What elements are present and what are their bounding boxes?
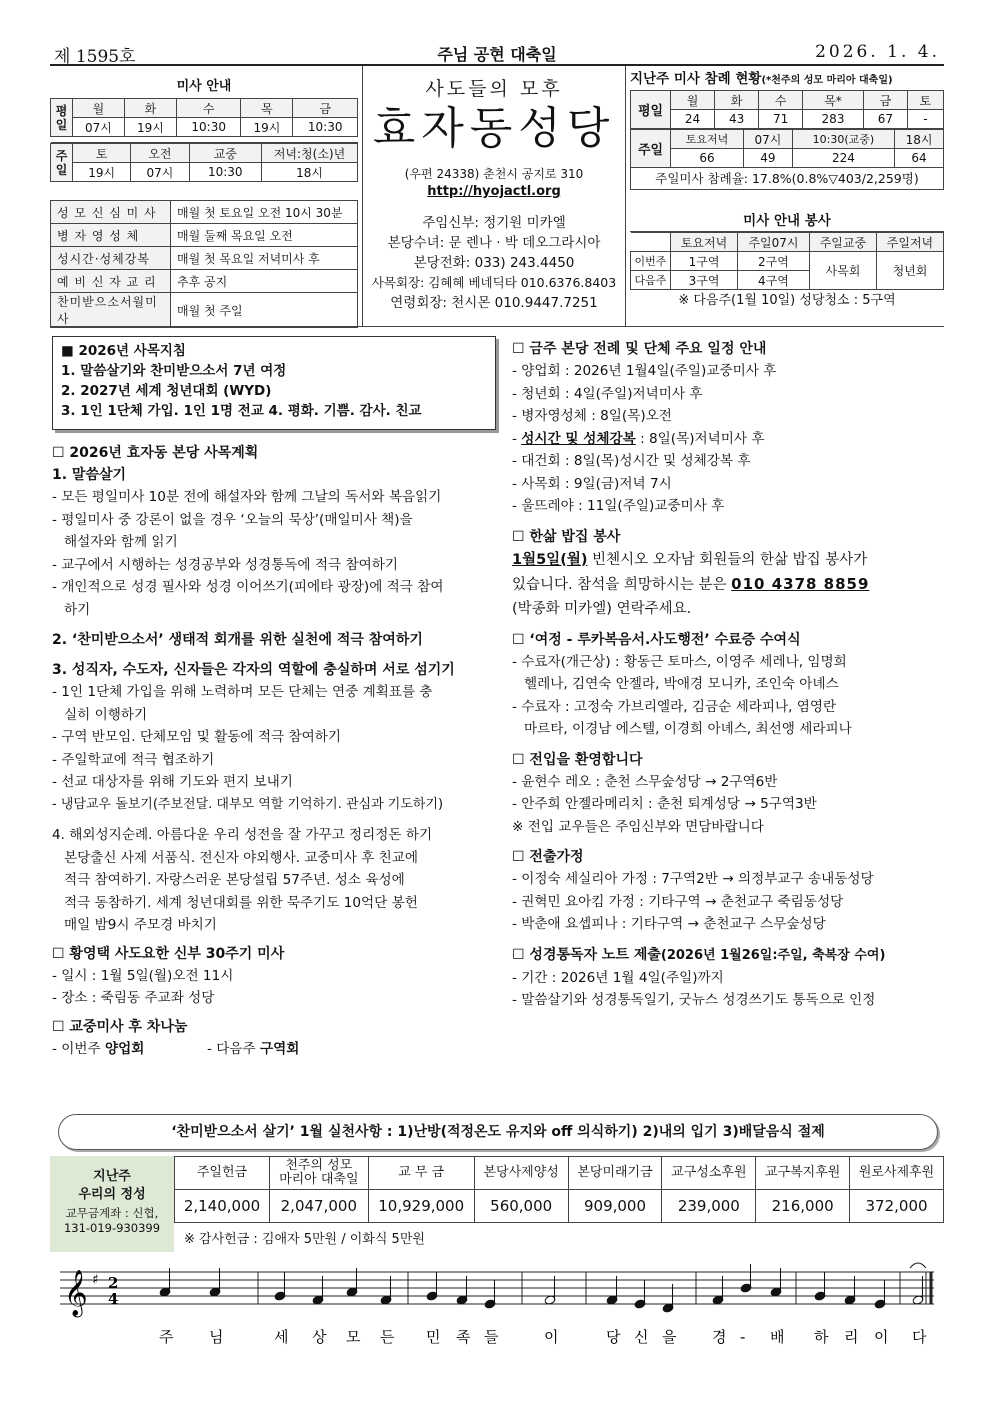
mass-time-table bbox=[50, 98, 358, 143]
weekly-item: - 양업회 : 2026년 1월4일(주일)교중미사 후 bbox=[512, 363, 777, 379]
lyric-syllable: 이 bbox=[874, 1328, 889, 1346]
sunday-mass-table bbox=[50, 143, 358, 182]
day-cell: 교중 bbox=[189, 144, 261, 163]
lyric-syllable: - bbox=[740, 1328, 746, 1346]
music-staff bbox=[50, 1262, 944, 1352]
moveout-item: - 이정숙 세실리아 가정 : 7구역2반 → 의정부교구 송내동성당 bbox=[512, 871, 874, 887]
staff-line: 본당전화: 033) 243.4450 bbox=[413, 255, 575, 271]
offering-value: 560,000 bbox=[474, 1190, 568, 1223]
info-key: 찬미받으소서월미사 bbox=[51, 293, 171, 328]
count-cell: - bbox=[907, 110, 943, 129]
moveout-item: - 권혁민 요아킴 가정 : 기타구역 → 춘천교구 죽림동성당 bbox=[512, 893, 844, 910]
info-value: 추후 공지 bbox=[171, 270, 358, 293]
service-cell: 1구역 bbox=[671, 252, 738, 271]
issue-number: 제 1595호 bbox=[54, 47, 136, 67]
sharp-icon: ♯ bbox=[92, 1272, 99, 1288]
service-header: 토요저녁 bbox=[671, 233, 738, 252]
offering-header: 본당사제양성 bbox=[474, 1157, 568, 1190]
service-header: 주일저녁 bbox=[876, 233, 943, 252]
info-key: 성시간·성체강복 bbox=[51, 247, 171, 270]
time-cell: 19시 bbox=[241, 118, 293, 137]
slot-cell: 18시 bbox=[895, 130, 944, 149]
lyric-syllable: 리 bbox=[844, 1328, 859, 1346]
parish-url-link[interactable]: http://hyojactl.org bbox=[427, 184, 561, 199]
plan-section: 3. 성직자, 수도자, 신자들은 각자의 역할에 충실하며 서로 섬기기 bbox=[52, 662, 455, 678]
day-cell: 월 bbox=[671, 91, 715, 110]
welcome-item: - 윤현수 레오 : 춘천 스무숲성당 → 2구역6반 bbox=[512, 773, 778, 790]
sunday-attendance-table bbox=[630, 129, 944, 168]
lyric-syllable: 주 bbox=[159, 1328, 174, 1346]
service-header: 주일07시 bbox=[738, 233, 810, 252]
this-week-label: 이번주 bbox=[631, 252, 671, 271]
service-cell: 2구역 bbox=[738, 252, 810, 271]
time-cell: 18시 bbox=[262, 163, 358, 182]
anniversary-mass-title: ☐ 황영택 사도요한 신부 30주기 미사 bbox=[52, 945, 285, 962]
bible-item: - 기간 : 2026년 1월 4일(주일)까지 bbox=[512, 969, 724, 986]
time-cell: 10:30 bbox=[176, 118, 241, 137]
weekly-item: - 대건회 : 8일(목)성시간 및 성체강복 후 bbox=[512, 453, 751, 469]
count-cell: 49 bbox=[743, 149, 792, 168]
slot-cell: 토요저녁 bbox=[671, 130, 744, 149]
service-table bbox=[630, 232, 944, 290]
day-cell: 수 bbox=[176, 99, 241, 118]
info-value: 매월 첫 목요일 저녁미사 후 bbox=[171, 247, 358, 270]
day-cell: 목* bbox=[803, 91, 864, 110]
time-cell: 10:30 bbox=[189, 163, 261, 182]
plan-item: 해설자와 함께 읽기 bbox=[64, 534, 178, 550]
journey-item: - 수료자 : 고정숙 가브리엘라, 김금순 세라피나, 염영란 bbox=[512, 698, 837, 715]
journey-item: 헬레나, 김연숙 안젤라, 박애경 모니카, 조인숙 아녜스 bbox=[524, 676, 839, 692]
schedule-info bbox=[50, 200, 358, 328]
lyric-syllable: 상 bbox=[312, 1328, 327, 1346]
journey-item: - 수료자(개근상) : 황동근 토마스, 이영주 세레나, 임명희 bbox=[512, 653, 847, 670]
offering-value: 372,000 bbox=[850, 1190, 944, 1223]
service-title: 미사 안내 봉사 bbox=[630, 210, 944, 232]
service-cell: 3구역 bbox=[671, 271, 738, 290]
day-cell: 금 bbox=[293, 99, 358, 118]
plan-item: 적극 참여하기. 자랑스러운 본당설립 57주년. 성소 육성에 bbox=[64, 872, 405, 888]
info-key: 성 모 신 심 미 사 bbox=[51, 201, 171, 224]
welcome-item: ※ 전입 교우들은 주임신부와 면담바랍니다 bbox=[512, 818, 764, 835]
count-cell: 64 bbox=[895, 149, 944, 168]
staff-list bbox=[363, 213, 625, 313]
lyric-syllable: 신 bbox=[634, 1328, 649, 1346]
bible-item: - 말씀살기와 성경통독일기, 굿뉴스 성경쓰기도 통독으로 인정 bbox=[512, 992, 876, 1008]
meal-text: 1월5일(월) 빈첸시오 오자남 회원들의 한삶 밥집 봉사가 bbox=[512, 551, 868, 568]
plan-item: - 선교 대상자를 위해 기도와 편지 보내기 bbox=[52, 774, 293, 790]
weekly-item: - 청년회 : 4일(주일)저녁미사 후 bbox=[512, 385, 703, 402]
bulletin-date: 2026. 1. 4. bbox=[815, 42, 940, 62]
time-signature-top: 2 bbox=[108, 1274, 119, 1292]
attendance-rate: 주일미사 참례율: 17.8%(0.8%▽403/2,259명) bbox=[630, 168, 944, 190]
anniversary-mass-item: - 장소 : 죽림동 주교좌 성당 bbox=[52, 990, 215, 1006]
offering-side bbox=[50, 1156, 174, 1252]
tea-line: - 이번주 양업회 - 다음주 구역회 bbox=[52, 1040, 300, 1057]
plan-section: 1. 말씀살기 bbox=[52, 467, 127, 483]
plan-item: 적극 동참하기. 세계 청년대회를 위한 묵주기도 10억단 봉헌 bbox=[64, 894, 418, 911]
bible-title: ☐ 성경통독자 노트 제출(2026년 1월26일:주일, 축복장 수여) bbox=[512, 946, 886, 963]
lyric-syllable: 배 bbox=[770, 1328, 785, 1346]
slot-cell: 07시 bbox=[743, 130, 792, 149]
count-cell: 67 bbox=[863, 110, 907, 129]
fermata-icon bbox=[910, 1263, 926, 1268]
day-cell: 월 bbox=[73, 99, 125, 118]
offering-header: 교구성소후원 bbox=[662, 1157, 756, 1190]
sunday-label: 주일 bbox=[631, 130, 671, 168]
journey-item: 마르타, 이경남 에스텔, 이경희 아녜스, 최선앵 세라피나 bbox=[524, 721, 852, 737]
offering-header: 본당미래기금 bbox=[568, 1157, 662, 1190]
meal-title: ☐ 한삶 밥집 봉사 bbox=[512, 528, 621, 545]
right-column bbox=[512, 338, 942, 1012]
time-cell: 07시 bbox=[131, 163, 189, 182]
info-key: 예 비 신 자 교 리 bbox=[51, 270, 171, 293]
time-cell: 19시 bbox=[73, 163, 131, 182]
info-value: 매월 첫 토요일 오전 10시 30분 bbox=[171, 201, 358, 224]
plan-title: ☐ 2026년 효자동 본당 사목계획 bbox=[52, 445, 259, 461]
policy-item: 1. 말씀살기와 찬미받으소서 7년 여정 bbox=[61, 363, 287, 379]
weekly-item: - 성시간 및 성체강복 : 8일(목)저녁미사 후 bbox=[512, 430, 765, 447]
lyric-syllable: 당 bbox=[606, 1328, 621, 1346]
plan-item: 본당출신 사제 서품식. 전신자 야외행사. 교중미사 후 친교에 bbox=[64, 849, 419, 866]
offering-account: 교무금계좌 : 신협, 131-019-930399 bbox=[63, 1206, 161, 1235]
slot-cell: 10:30(교중) bbox=[792, 130, 894, 149]
pastoral-policy-box bbox=[52, 336, 496, 430]
attendance-status bbox=[630, 68, 944, 190]
treble-clef-icon: 𝄞 bbox=[64, 1270, 88, 1316]
day-cell: 화 bbox=[715, 91, 759, 110]
anniversary-mass-item: - 일시 : 1월 5일(월)오전 11시 bbox=[52, 967, 234, 984]
info-key: 병 자 영 성 체 bbox=[51, 224, 171, 247]
time-cell: 10:30 bbox=[293, 118, 358, 137]
plan-item: - 1인 1단체 가입을 위해 노력하며 모든 단체는 연중 계획표를 충 bbox=[52, 684, 433, 700]
service-cell: 청년회 bbox=[876, 252, 943, 290]
lyric-syllable: 님 bbox=[209, 1328, 224, 1346]
staff-line: 사목회장: 김혜혜 베네딕타 010.6376.8403 bbox=[371, 275, 617, 290]
count-cell: 24 bbox=[671, 110, 715, 129]
mass-guide bbox=[50, 76, 358, 182]
practice-banner: ‘찬미받으소서 살기’ 1월 실천사항 : 1)난방(적정온도 유지와 off 의식하기) 2)내의 입기 3)배달음식 절제 bbox=[58, 1114, 938, 1150]
plan-item: 4. 해외성지순례. 아름다운 우리 성전을 잘 가꾸고 정리정돈 하기 bbox=[52, 827, 433, 843]
lyric-syllable: 을 bbox=[662, 1328, 677, 1346]
lyric-syllable: 세 bbox=[274, 1328, 289, 1346]
weekly-item: - 사목회 : 9일(금)저녁 7시 bbox=[512, 475, 672, 492]
day-cell: 토 bbox=[907, 91, 943, 110]
plan-item: - 모든 평일미사 10분 전에 해설자와 함께 그날의 독서와 복음읽기 bbox=[52, 489, 442, 505]
offering-header: 교구복지후원 bbox=[756, 1157, 850, 1190]
service-cell: 사목회 bbox=[809, 252, 876, 290]
plan-item: - 냉담교우 돌보기(주보전달. 대부모 역할 기억하기. 관심과 기도하기) bbox=[52, 796, 444, 812]
weekly-item: - 병자영성체 : 8일(목)오전 bbox=[512, 408, 672, 424]
meal-text: (박종화 미카엘) 연락주세요. bbox=[512, 600, 692, 617]
offering-table bbox=[174, 1156, 944, 1223]
service-cell: 4구역 bbox=[738, 271, 810, 290]
staff-line: 연령회장: 천시몬 010.9447.7251 bbox=[390, 295, 598, 311]
time-cell: 19시 bbox=[124, 118, 176, 137]
policy-item: 2. 2027년 세계 청년대회 (WYD) bbox=[61, 383, 272, 399]
time-cell: 07시 bbox=[73, 118, 125, 137]
time-signature-bottom: 4 bbox=[108, 1290, 119, 1308]
info-value: 매월 첫 주일 bbox=[171, 293, 358, 328]
day-cell: 수 bbox=[759, 91, 803, 110]
bulletin-header bbox=[50, 38, 944, 66]
policy-title: ■ 2026년 사목지침 bbox=[61, 343, 186, 359]
plan-item: - 구역 반모임. 단체모임 및 활동에 적극 참여하기 bbox=[52, 729, 341, 745]
lyric-syllable: 하 bbox=[814, 1328, 829, 1346]
meal-text: 있습니다. 참석을 희망하시는 분은 010 4378 8859 bbox=[512, 574, 870, 593]
plan-item: - 교구에서 시행하는 성경공부와 성경통독에 적극 참여하기 bbox=[52, 556, 398, 573]
day-cell: 금 bbox=[863, 91, 907, 110]
parish-masthead bbox=[362, 66, 626, 326]
lyric-syllable: 든 bbox=[380, 1328, 395, 1346]
weekly-title: ☐ 금주 본당 전례 및 단체 주요 일정 안내 bbox=[512, 341, 767, 357]
plan-item: - 평일미사 중 강론이 없을 경우 ‘오늘의 묵상’(매일미사 책)을 bbox=[52, 511, 413, 528]
feast-title: 주님 공현 대축일 bbox=[437, 45, 557, 64]
count-cell: 283 bbox=[803, 110, 864, 129]
day-cell: 토 bbox=[73, 144, 131, 163]
left-column bbox=[52, 442, 492, 1060]
next-week-label: 다음주 bbox=[631, 271, 671, 290]
divider bbox=[50, 326, 944, 327]
service-header: 주일교중 bbox=[809, 233, 876, 252]
journey-title: ☐ ‘여정 - 루카복음서.사도행전’ 수료증 수여식 bbox=[512, 631, 801, 648]
count-cell: 66 bbox=[671, 149, 744, 168]
offering-header: 주일헌금 bbox=[175, 1157, 270, 1190]
parish-address: (우편 24338) 춘천시 공지로 310 bbox=[404, 167, 584, 181]
info-value: 매월 둘째 목요일 오전 bbox=[171, 224, 358, 247]
plan-item: 매일 밤9시 주모경 바치기 bbox=[64, 917, 217, 933]
count-cell: 224 bbox=[792, 149, 894, 168]
lyric-syllable: 들 bbox=[484, 1328, 499, 1346]
weekday-label: 평일 bbox=[51, 99, 73, 137]
welcome-title: ☐ 전입을 환영합니다 bbox=[512, 751, 643, 768]
offering-header: 원로사제후원 bbox=[850, 1157, 944, 1190]
day-cell: 화 bbox=[124, 99, 176, 118]
mass-service bbox=[630, 210, 944, 312]
offering-value: 216,000 bbox=[756, 1190, 850, 1223]
plan-item: - 개인적으로 성경 필사와 성경 이어쓰기(피에타 광장)에 적극 참여 bbox=[52, 579, 444, 595]
lyric-syllable: 다 bbox=[912, 1328, 927, 1346]
offering-side-title: 지난주 우리의 정성 bbox=[78, 1169, 146, 1202]
welcome-item: - 안주희 안젤라메리치 : 춘천 퇴계성당 → 5구역3반 bbox=[512, 796, 817, 812]
day-cell: 오전 bbox=[131, 144, 189, 163]
day-cell: 목 bbox=[241, 99, 293, 118]
day-cell: 저녁:청(소)년 bbox=[262, 144, 358, 163]
plan-section: 2. ‘찬미받으소서’ 생태적 회개를 위한 실천에 적극 참여하기 bbox=[52, 632, 423, 648]
lyric-syllable: 이 bbox=[544, 1328, 559, 1346]
plan-item: - 주일학교에 적극 협조하기 bbox=[52, 751, 215, 768]
moveout-item: - 박춘애 요셉피나 : 기타구역 → 춘천교구 스무숲성당 bbox=[512, 916, 826, 932]
moveout-title: ☐ 전출가정 bbox=[512, 849, 584, 865]
plan-item: 하기 bbox=[64, 601, 91, 618]
mass-guide-title: 미사 안내 bbox=[176, 79, 232, 94]
lyric-syllable: 족 bbox=[456, 1328, 471, 1346]
offering-value: 2,140,000 bbox=[175, 1190, 270, 1223]
offering-value: 909,000 bbox=[568, 1190, 662, 1223]
count-cell: 71 bbox=[759, 110, 803, 129]
music-score bbox=[50, 1262, 944, 1352]
weekday-label: 평일 bbox=[631, 91, 671, 129]
plan-item: 실히 이행하기 bbox=[64, 706, 148, 723]
attendance-title: 지난주 미사 참례 현황(*천주의 성모 마리아 대축일) bbox=[630, 71, 893, 87]
lyric-syllable: 모 bbox=[346, 1328, 361, 1346]
count-cell: 43 bbox=[715, 110, 759, 129]
attendance-table bbox=[630, 90, 944, 129]
sunday-label: 주일 bbox=[51, 144, 73, 182]
cleaning-note: ※ 다음주(1월 10일) 성당청소 : 5구역 bbox=[678, 293, 896, 308]
tea-title: ☐ 교중미사 후 차나눔 bbox=[52, 1018, 188, 1035]
lyric-syllable: 경 bbox=[712, 1328, 727, 1346]
thanks-offering: ※ 감사헌금 : 김애자 5만원 / 이화식 5만원 bbox=[184, 1232, 425, 1247]
policy-item: 3. 1인 1단체 가입. 1인 1명 전교 4. 평화. 기쁨. 감사. 친교 bbox=[61, 403, 422, 419]
parish-subtitle: 사도들의 모후 bbox=[425, 78, 563, 100]
offering-value: 10,929,000 bbox=[368, 1190, 474, 1223]
offering-value: 239,000 bbox=[662, 1190, 756, 1223]
offering-header: 천주의 성모 마리아 대축일 bbox=[269, 1157, 368, 1190]
offering-header: 교 무 금 bbox=[368, 1157, 474, 1190]
lyric-syllable: 민 bbox=[426, 1328, 441, 1346]
parish-name: 효자동성당 bbox=[372, 103, 616, 154]
weekly-item: - 울뜨레야 : 11일(주일)교중미사 후 bbox=[512, 498, 725, 514]
staff-line: 주임신부: 정기원 미카엘 bbox=[422, 215, 566, 231]
offering-value: 2,047,000 bbox=[269, 1190, 368, 1223]
staff-line: 본당수녀: 문 렌나 · 박 데오그라시아 bbox=[387, 235, 601, 251]
